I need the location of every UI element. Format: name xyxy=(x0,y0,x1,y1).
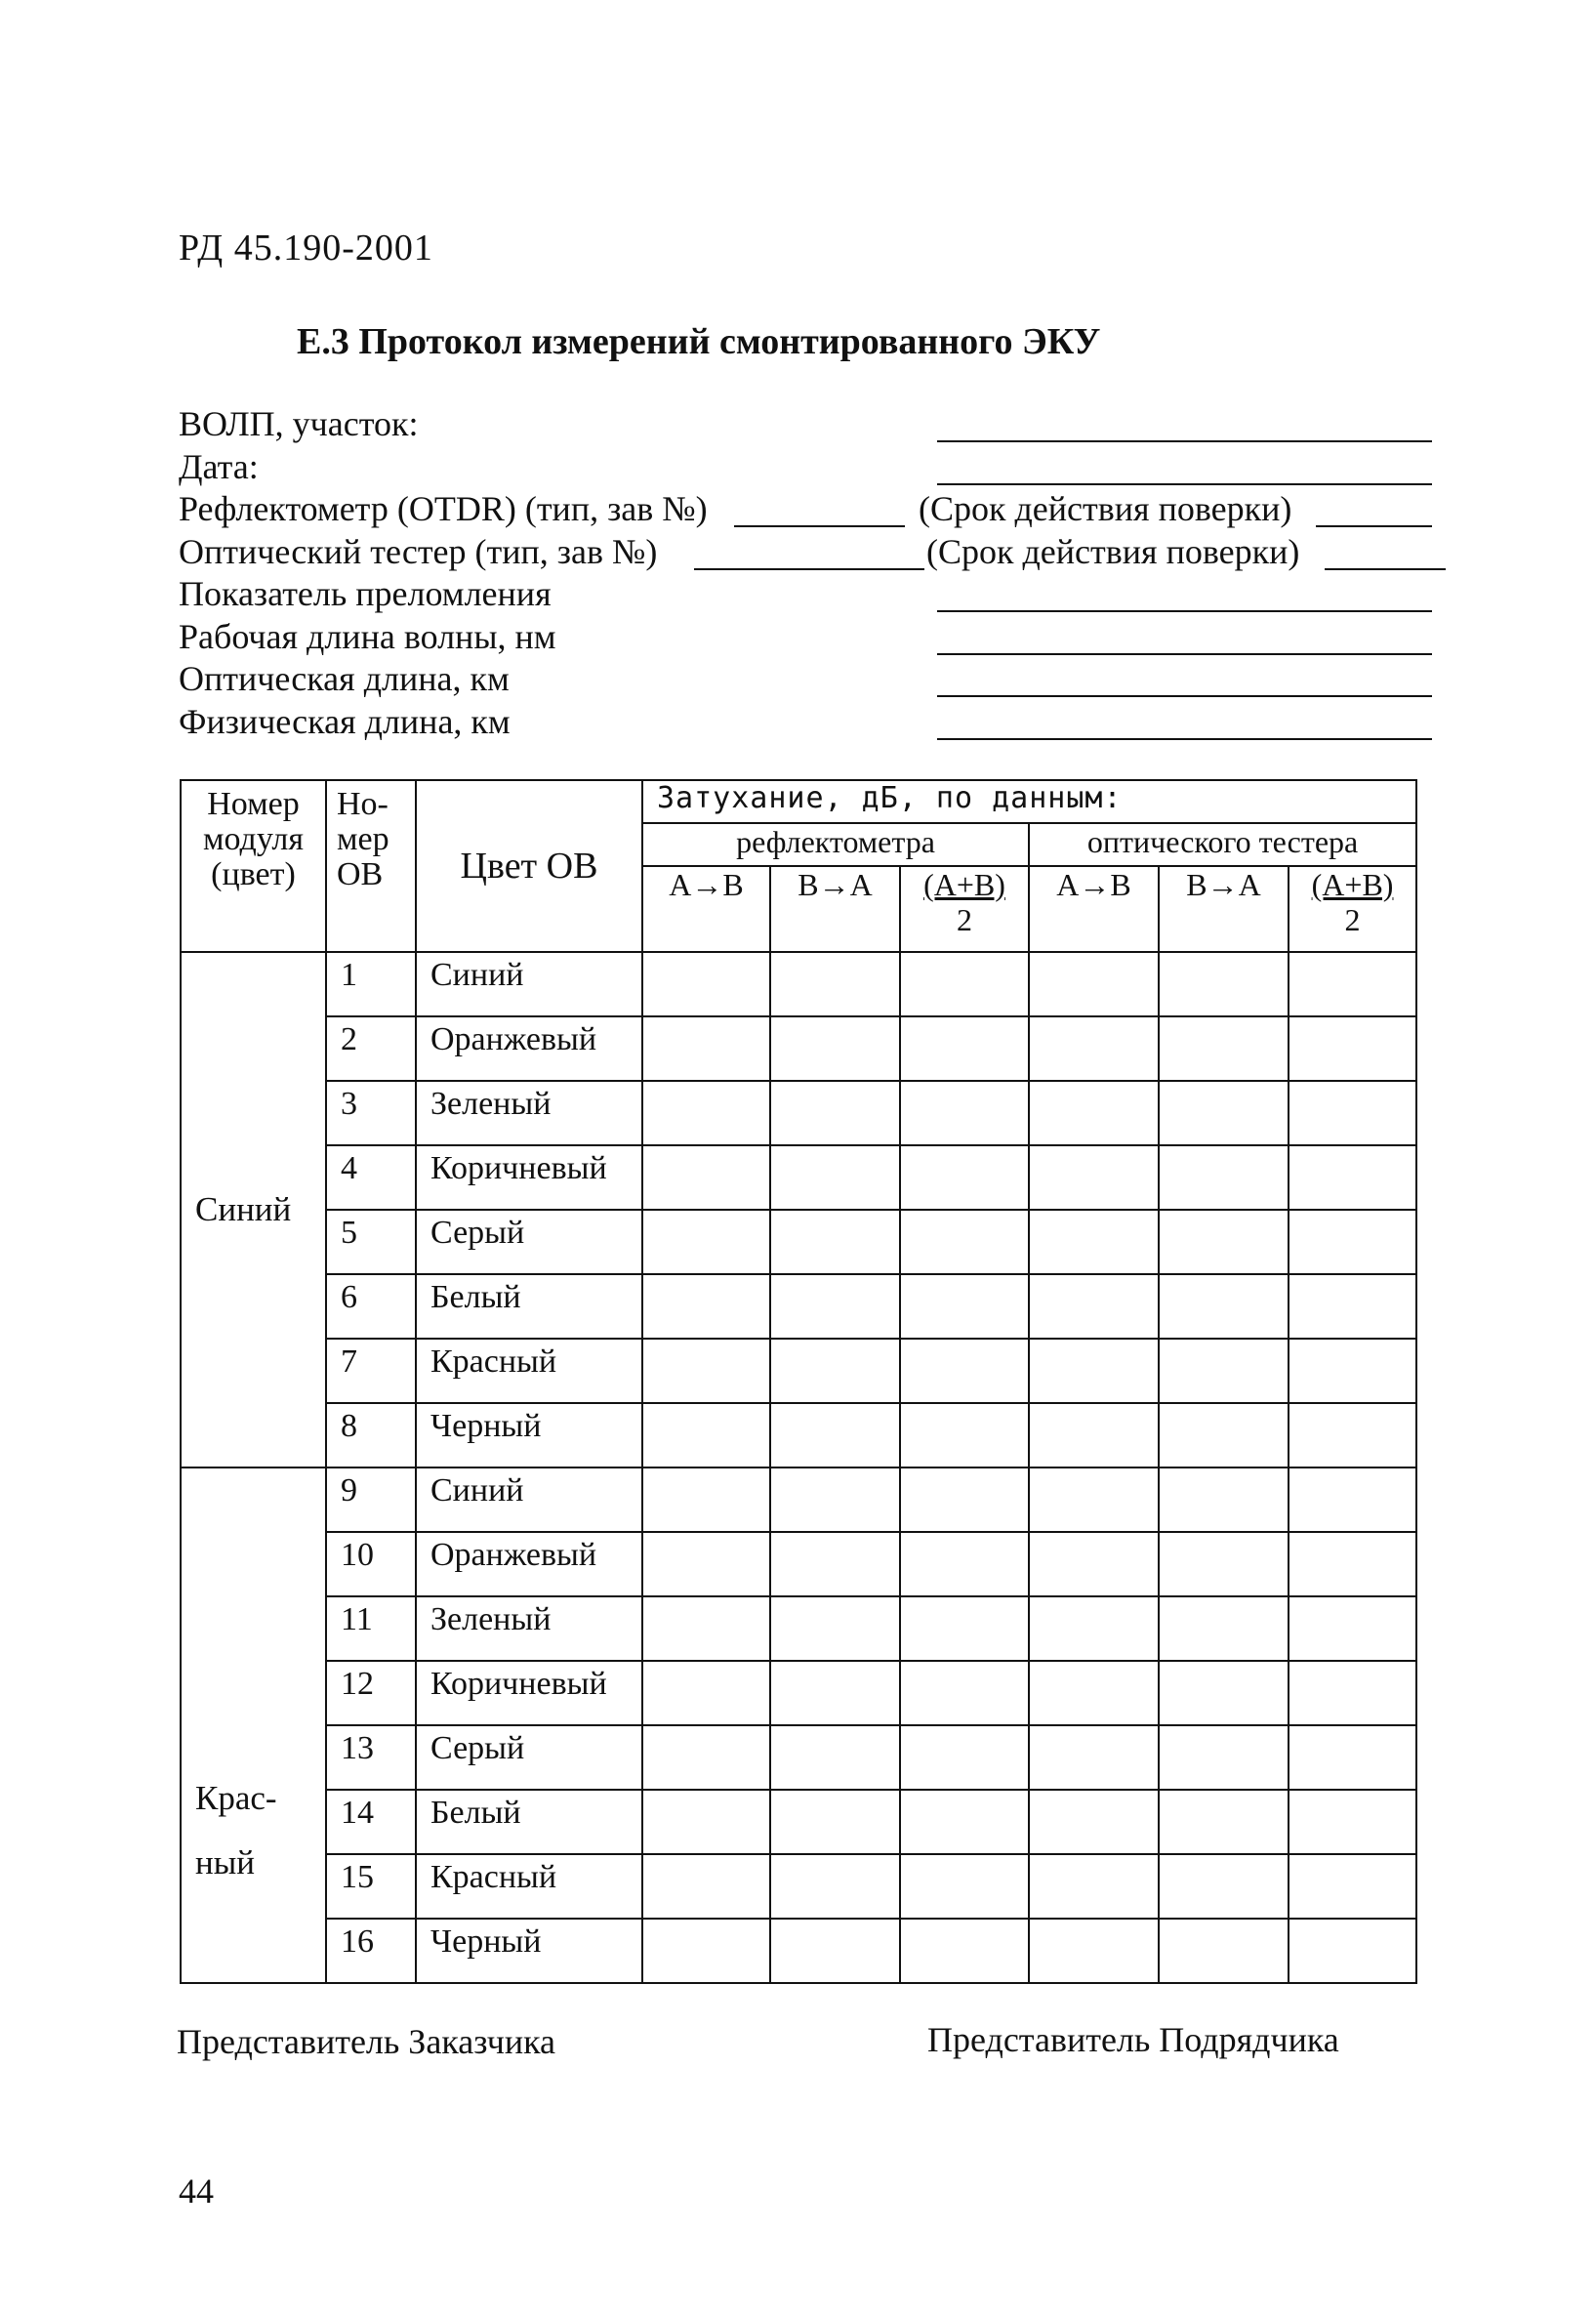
field-date-line[interactable] xyxy=(937,483,1432,485)
table-row xyxy=(181,1145,1416,1210)
module-blue: Синий xyxy=(181,952,326,1468)
table-row xyxy=(181,1919,1416,1983)
measurement-table xyxy=(180,779,1417,1984)
fiber-color: Красный xyxy=(416,1339,642,1403)
fiber-number: 3 xyxy=(326,1081,416,1145)
value-cell-tester-avg[interactable] xyxy=(1289,1532,1416,1596)
value-cell-otdr-ba[interactable] xyxy=(770,1919,900,1983)
value-cell-otdr-ba[interactable] xyxy=(770,952,900,1016)
field-otdr-label: Рефлектометр (OTDR) (тип, зав №) xyxy=(179,489,708,528)
field-physical-length-line[interactable] xyxy=(937,738,1432,740)
value-cell-otdr-ab[interactable] xyxy=(642,1790,770,1854)
fiber-color: Синий xyxy=(416,1468,642,1532)
value-cell-otdr-ba[interactable] xyxy=(770,1725,900,1790)
value-cell-otdr-ab[interactable] xyxy=(642,1725,770,1790)
header-optical-tester: оптического тестера xyxy=(1029,823,1416,866)
header-otdr-ab: A→B xyxy=(642,866,770,952)
value-cell-tester-avg[interactable] xyxy=(1289,1790,1416,1854)
fiber-number: 4 xyxy=(326,1145,416,1210)
value-cell-tester-ba[interactable] xyxy=(1159,1532,1289,1596)
value-cell-tester-ba[interactable] xyxy=(1159,1016,1289,1081)
fiber-number: 10 xyxy=(326,1532,416,1596)
field-wavelength xyxy=(179,616,1448,659)
value-cell-otdr-avg[interactable] xyxy=(900,1725,1029,1790)
fiber-number: 7 xyxy=(326,1339,416,1403)
value-cell-otdr-ba[interactable] xyxy=(770,1016,900,1081)
value-cell-tester-ab[interactable] xyxy=(1029,1854,1159,1919)
value-cell-tester-avg[interactable] xyxy=(1289,1081,1416,1145)
value-cell-tester-ab[interactable] xyxy=(1029,1661,1159,1725)
table-row xyxy=(181,1725,1416,1790)
header-fiber-color: Цвет ОВ xyxy=(416,780,642,952)
value-cell-tester-avg[interactable] xyxy=(1289,1661,1416,1725)
field-physical-length-label: Физическая длина, км xyxy=(179,701,511,741)
otdr-avg-numerator: (A+B) xyxy=(923,867,1005,902)
value-cell-tester-ba[interactable] xyxy=(1159,1725,1289,1790)
field-refraction xyxy=(179,573,1448,616)
field-tester xyxy=(179,531,1448,574)
page-title: Е.3 Протокол измерений смонтированного ЭКУ xyxy=(297,321,1101,362)
header-otdr-avg xyxy=(900,866,1029,952)
value-cell-tester-avg[interactable] xyxy=(1289,1274,1416,1339)
signature-contractor: Представитель Подрядчика xyxy=(927,2020,1339,2059)
field-optical-length-line[interactable] xyxy=(937,695,1432,697)
fiber-color: Красный xyxy=(416,1854,642,1919)
field-otdr xyxy=(179,488,1448,531)
fiber-color: Серый xyxy=(416,1210,642,1274)
value-cell-tester-ba[interactable] xyxy=(1159,1854,1289,1919)
fiber-color: Оранжевый xyxy=(416,1016,642,1081)
value-cell-tester-avg[interactable] xyxy=(1289,1016,1416,1081)
field-volp-line[interactable] xyxy=(937,440,1432,442)
value-cell-otdr-ab[interactable] xyxy=(642,1403,770,1468)
value-cell-otdr-ba[interactable] xyxy=(770,1339,900,1403)
fiber-color: Коричневый xyxy=(416,1661,642,1725)
field-refraction-line[interactable] xyxy=(937,610,1432,612)
header-tester-ba: B→A xyxy=(1159,866,1289,952)
value-cell-tester-avg[interactable] xyxy=(1289,1339,1416,1403)
page-number: 44 xyxy=(179,2171,214,2211)
value-cell-otdr-ba[interactable] xyxy=(770,1210,900,1274)
table-row xyxy=(181,1596,1416,1661)
value-cell-tester-avg[interactable] xyxy=(1289,1403,1416,1468)
value-cell-tester-avg[interactable] xyxy=(1289,1854,1416,1919)
field-volp-label: ВОЛП, участок: xyxy=(179,404,419,443)
tester-avg-denominator: 2 xyxy=(1344,902,1361,937)
value-cell-otdr-ab[interactable] xyxy=(642,1145,770,1210)
value-cell-otdr-avg[interactable] xyxy=(900,1081,1029,1145)
field-tester-verify-label: (Срок действия поверки) xyxy=(926,531,1300,571)
fiber-number: 15 xyxy=(326,1854,416,1919)
value-cell-otdr-avg[interactable] xyxy=(900,952,1029,1016)
field-tester-line[interactable] xyxy=(694,568,924,570)
value-cell-otdr-avg[interactable] xyxy=(900,1210,1029,1274)
value-cell-tester-ab[interactable] xyxy=(1029,1210,1159,1274)
fiber-color: Черный xyxy=(416,1403,642,1468)
field-otdr-verify-line[interactable] xyxy=(1316,525,1432,527)
value-cell-otdr-avg[interactable] xyxy=(900,1790,1029,1854)
header-otdr-ba: B→A xyxy=(770,866,900,952)
fiber-color: Зеленый xyxy=(416,1081,642,1145)
value-cell-tester-ba[interactable] xyxy=(1159,1468,1289,1532)
value-cell-tester-ba[interactable] xyxy=(1159,1790,1289,1854)
table-row xyxy=(181,1339,1416,1403)
otdr-avg-denominator: 2 xyxy=(957,902,972,937)
field-otdr-verify-label: (Срок действия поверки) xyxy=(919,489,1292,528)
value-cell-otdr-ba[interactable] xyxy=(770,1468,900,1532)
value-cell-tester-avg[interactable] xyxy=(1289,952,1416,1016)
value-cell-tester-ba[interactable] xyxy=(1159,952,1289,1016)
fiber-number: 8 xyxy=(326,1403,416,1468)
value-cell-otdr-avg[interactable] xyxy=(900,1919,1029,1983)
value-cell-tester-avg[interactable] xyxy=(1289,1468,1416,1532)
value-cell-tester-avg[interactable] xyxy=(1289,1725,1416,1790)
value-cell-tester-ab[interactable] xyxy=(1029,1274,1159,1339)
value-cell-otdr-ab[interactable] xyxy=(642,1854,770,1919)
value-cell-tester-ab[interactable] xyxy=(1029,1919,1159,1983)
value-cell-tester-avg[interactable] xyxy=(1289,1919,1416,1983)
table-row xyxy=(181,1016,1416,1081)
fiber-color: Белый xyxy=(416,1274,642,1339)
field-tester-label: Оптический тестер (тип, зав №) xyxy=(179,531,658,571)
value-cell-otdr-ba[interactable] xyxy=(770,1596,900,1661)
fiber-number: 6 xyxy=(326,1274,416,1339)
value-cell-otdr-ba[interactable] xyxy=(770,1854,900,1919)
fiber-color: Черный xyxy=(416,1919,642,1983)
value-cell-otdr-ba[interactable] xyxy=(770,1081,900,1145)
table-row xyxy=(181,952,1416,1016)
header-fiber-number: Но-мер ОВ xyxy=(326,780,416,952)
fiber-color: Серый xyxy=(416,1725,642,1790)
header-fields xyxy=(179,403,1448,743)
signature-customer: Представитель Заказчика xyxy=(177,2022,556,2061)
tester-avg-numerator: (A+B) xyxy=(1311,867,1394,902)
value-cell-otdr-ab[interactable] xyxy=(642,952,770,1016)
fiber-number: 9 xyxy=(326,1468,416,1532)
value-cell-tester-avg[interactable] xyxy=(1289,1596,1416,1661)
value-cell-otdr-ba[interactable] xyxy=(770,1403,900,1468)
field-date-label: Дата: xyxy=(179,446,259,486)
value-cell-otdr-ab[interactable] xyxy=(642,1919,770,1983)
fiber-number: 5 xyxy=(326,1210,416,1274)
table-row xyxy=(181,1210,1416,1274)
header-module: Номер модуля (цвет) xyxy=(181,780,326,952)
table-row xyxy=(181,1661,1416,1725)
value-cell-otdr-ab[interactable] xyxy=(642,1468,770,1532)
value-cell-otdr-ba[interactable] xyxy=(770,1532,900,1596)
value-cell-tester-ab[interactable] xyxy=(1029,1339,1159,1403)
value-cell-tester-ba[interactable] xyxy=(1159,1145,1289,1210)
value-cell-otdr-avg[interactable] xyxy=(900,1403,1029,1468)
table-row xyxy=(181,1532,1416,1596)
header-tester-avg xyxy=(1289,866,1416,952)
field-optical-length-label: Оптическая длина, км xyxy=(179,659,510,698)
value-cell-otdr-ab[interactable] xyxy=(642,1532,770,1596)
module-red: Крас-ный xyxy=(181,1468,326,1983)
value-cell-tester-avg[interactable] xyxy=(1289,1210,1416,1274)
value-cell-tester-ba[interactable] xyxy=(1159,1210,1289,1274)
table-row xyxy=(181,1403,1416,1468)
value-cell-tester-ab[interactable] xyxy=(1029,1081,1159,1145)
value-cell-otdr-ab[interactable] xyxy=(642,1274,770,1339)
header-reflectometer: рефлектометра xyxy=(642,823,1029,866)
fiber-number: 13 xyxy=(326,1725,416,1790)
field-volp xyxy=(179,403,1448,446)
document-code: РД 45.190-2001 xyxy=(179,227,433,269)
value-cell-tester-ab[interactable] xyxy=(1029,1790,1159,1854)
value-cell-tester-ab[interactable] xyxy=(1029,1532,1159,1596)
value-cell-tester-ba[interactable] xyxy=(1159,1596,1289,1661)
value-cell-otdr-avg[interactable] xyxy=(900,1274,1029,1339)
value-cell-otdr-ab[interactable] xyxy=(642,1081,770,1145)
field-tester-verify-line[interactable] xyxy=(1325,568,1446,570)
fiber-number: 2 xyxy=(326,1016,416,1081)
value-cell-otdr-avg[interactable] xyxy=(900,1532,1029,1596)
value-cell-otdr-avg[interactable] xyxy=(900,1145,1029,1210)
value-cell-tester-ba[interactable] xyxy=(1159,1274,1289,1339)
fiber-number: 16 xyxy=(326,1919,416,1983)
fiber-number: 1 xyxy=(326,952,416,1016)
value-cell-otdr-avg[interactable] xyxy=(900,1596,1029,1661)
header-row-1 xyxy=(181,780,1416,823)
fiber-number: 14 xyxy=(326,1790,416,1854)
fiber-color: Белый xyxy=(416,1790,642,1854)
field-wavelength-label: Рабочая длина волны, нм xyxy=(179,616,556,656)
value-cell-tester-ba[interactable] xyxy=(1159,1081,1289,1145)
table-row xyxy=(181,1274,1416,1339)
field-refraction-label: Показатель преломления xyxy=(179,574,552,613)
value-cell-tester-ab[interactable] xyxy=(1029,1403,1159,1468)
value-cell-otdr-ba[interactable] xyxy=(770,1145,900,1210)
value-cell-tester-ba[interactable] xyxy=(1159,1403,1289,1468)
field-optical-length xyxy=(179,658,1448,701)
fiber-color: Зеленый xyxy=(416,1596,642,1661)
fiber-color: Коричневый xyxy=(416,1145,642,1210)
value-cell-otdr-avg[interactable] xyxy=(900,1854,1029,1919)
fiber-color: Оранжевый xyxy=(416,1532,642,1596)
fiber-number: 11 xyxy=(326,1596,416,1661)
value-cell-tester-ab[interactable] xyxy=(1029,1468,1159,1532)
header-attenuation: Затухание, дБ, по данным: xyxy=(642,780,1416,823)
value-cell-tester-ba[interactable] xyxy=(1159,1661,1289,1725)
fiber-color: Синий xyxy=(416,952,642,1016)
value-cell-otdr-ab[interactable] xyxy=(642,1210,770,1274)
value-cell-otdr-avg[interactable] xyxy=(900,1468,1029,1532)
value-cell-otdr-ba[interactable] xyxy=(770,1661,900,1725)
value-cell-otdr-avg[interactable] xyxy=(900,1661,1029,1725)
value-cell-tester-ba[interactable] xyxy=(1159,1919,1289,1983)
value-cell-tester-ab[interactable] xyxy=(1029,1725,1159,1790)
value-cell-otdr-ab[interactable] xyxy=(642,1339,770,1403)
table-row xyxy=(181,1081,1416,1145)
value-cell-tester-ab[interactable] xyxy=(1029,952,1159,1016)
value-cell-otdr-ba[interactable] xyxy=(770,1274,900,1339)
table-row xyxy=(181,1468,1416,1532)
fiber-rows xyxy=(181,952,1416,1983)
value-cell-otdr-ab[interactable] xyxy=(642,1596,770,1661)
field-physical-length xyxy=(179,701,1448,744)
value-cell-tester-ab[interactable] xyxy=(1029,1016,1159,1081)
fiber-number: 12 xyxy=(326,1661,416,1725)
value-cell-otdr-avg[interactable] xyxy=(900,1016,1029,1081)
table-row xyxy=(181,1854,1416,1919)
field-otdr-line[interactable] xyxy=(734,525,905,527)
value-cell-otdr-ab[interactable] xyxy=(642,1016,770,1081)
field-date xyxy=(179,446,1448,489)
header-tester-ab: A→B xyxy=(1029,866,1159,952)
value-cell-tester-ba[interactable] xyxy=(1159,1339,1289,1403)
field-wavelength-line[interactable] xyxy=(937,653,1432,655)
value-cell-tester-ab[interactable] xyxy=(1029,1596,1159,1661)
value-cell-otdr-ab[interactable] xyxy=(642,1661,770,1725)
table-row xyxy=(181,1790,1416,1854)
value-cell-tester-avg[interactable] xyxy=(1289,1145,1416,1210)
value-cell-otdr-ba[interactable] xyxy=(770,1790,900,1854)
value-cell-tester-ab[interactable] xyxy=(1029,1145,1159,1210)
value-cell-otdr-avg[interactable] xyxy=(900,1339,1029,1403)
